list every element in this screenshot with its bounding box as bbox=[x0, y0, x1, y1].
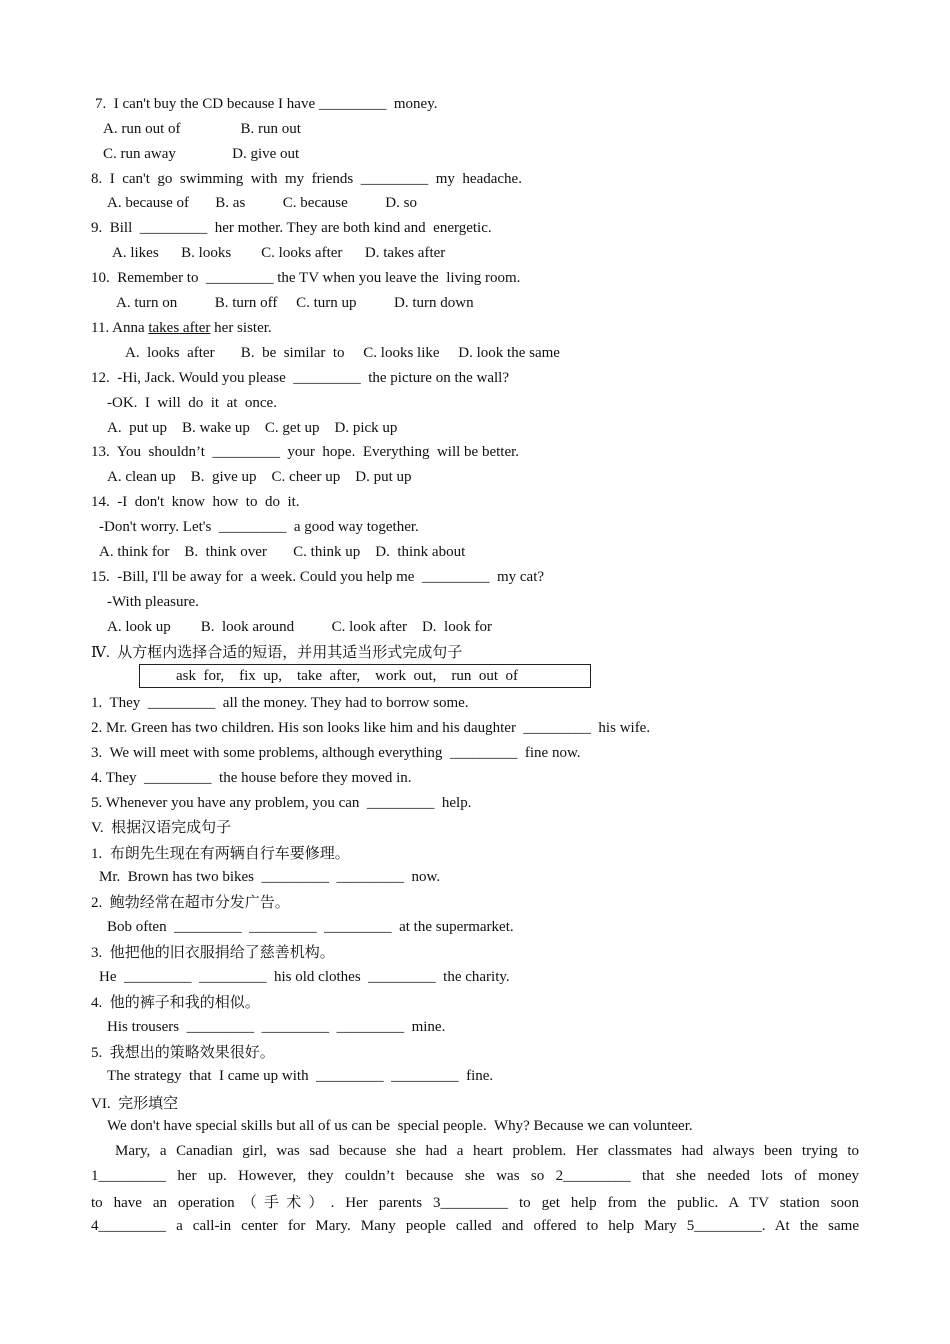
question-7-options-cd: C. run away D. give out bbox=[103, 146, 300, 162]
cloze-line-3: 1_________ her up. However, they couldn’t because she was so 2_________ that she needed lots of money bbox=[91, 1168, 859, 1184]
cloze-line-2: Mary, a Canadian girl, was sad because she had a heart problem. Her classmates had always been trying to bbox=[115, 1143, 859, 1159]
section-4-sentence-4: 4. They _________ the house before they moved in. bbox=[91, 770, 412, 786]
section-5-chinese-5: 5. 我想出的策略效果很好。 bbox=[91, 1045, 275, 1061]
section-5-chinese-1: 1. 布朗先生现在有两辆自行车要修理。 bbox=[91, 846, 350, 862]
question-8-options: A. because of B. as C. because D. so bbox=[107, 195, 417, 211]
phrase-box-text: ask for, fix up, take after, work out, run out of bbox=[176, 668, 519, 684]
question-12: 12. -Hi, Jack. Would you please _________ the picture on the wall? bbox=[91, 370, 510, 386]
question-7: 7. I can't buy the CD because I have _________ money. bbox=[95, 96, 438, 112]
question-8: 8. I can't go swimming with my friends _________ my headache. bbox=[91, 171, 522, 187]
question-7-options-ab: A. run out of B. run out bbox=[103, 121, 301, 137]
question-9: 9. Bill _________ her mother. They are both kind and energetic. bbox=[91, 220, 492, 236]
question-13: 13. You shouldn’t _________ your hope. Everything will be better. bbox=[91, 444, 520, 460]
question-11 bbox=[91, 319, 272, 337]
question-9-options: A. likes B. looks C. looks after D. takes after bbox=[112, 245, 446, 261]
section-5-english-2: Bob often _________ _________ _________ at the supermarket. bbox=[107, 919, 514, 935]
section-5-english-1: Mr. Brown has two bikes _________ _________ now. bbox=[99, 869, 441, 885]
question-10: 10. Remember to _________ the TV when you leave the living room. bbox=[91, 270, 521, 286]
section-4-sentence-3: 3. We will meet with some problems, although everything _________ fine now. bbox=[91, 745, 581, 761]
question-14: 14. -I don't know how to do it. bbox=[91, 494, 300, 510]
question-15: 15. -Bill, I'll be away for a week. Could you help me _________ my cat? bbox=[91, 569, 545, 585]
question-10-options: A. turn on B. turn off C. turn up D. turn down bbox=[116, 295, 474, 311]
section-5-english-5: The strategy that I came up with _________ _________ fine. bbox=[107, 1068, 494, 1084]
cloze-line-4: to have an operation（手术）. Her parents 3_________ to get help from the public. A TV station soon bbox=[91, 1195, 859, 1211]
question-11-suffix: her sister. bbox=[210, 320, 272, 336]
section-5-english-3: He _________ _________ his old clothes _________ the charity. bbox=[99, 969, 510, 985]
section-5-chinese-3: 3. 他把他的旧衣服捐给了慈善机构。 bbox=[91, 945, 335, 961]
section-4-sentence-2: 2. Mr. Green has two children. His son looks like him and his daughter _________ his wife. bbox=[91, 720, 651, 736]
phrase-box bbox=[139, 664, 591, 688]
question-11-underlined-phrase: takes after bbox=[148, 320, 211, 336]
question-13-options: A. clean up B. give up C. cheer up D. put up bbox=[107, 469, 412, 485]
question-12-options: A. put up B. wake up C. get up D. pick up bbox=[107, 420, 398, 436]
section-5-chinese-4: 4. 他的裤子和我的相似。 bbox=[91, 995, 260, 1011]
question-14-options: A. think for B. think over C. think up D. think about bbox=[99, 544, 466, 560]
question-11-options: A. looks after B. be similar to C. looks like D. look the same bbox=[125, 345, 560, 361]
cloze-line-5: 4_________ a call-in center for Mary. Many people called and offered to help Mary 5_________. At the same bbox=[91, 1218, 859, 1234]
section-4-sentence-5: 5. Whenever you have any problem, you can _________ help. bbox=[91, 795, 472, 811]
section-5-chinese-2: 2. 鲍勃经常在超市分发广告。 bbox=[91, 895, 290, 911]
section-4-sentence-1: 1. They _________ all the money. They had to borrow some. bbox=[91, 695, 469, 711]
section-5-english-4: His trousers _________ _________ _________ mine. bbox=[107, 1019, 446, 1035]
section-4-heading: Ⅳ. 从方框内选择合适的短语，并用其适当形式完成句子 bbox=[91, 645, 463, 661]
question-15-options: A. look up B. look around C. look after D. look for bbox=[107, 619, 492, 635]
question-15-reply: -With pleasure. bbox=[107, 594, 199, 610]
question-14-reply: -Don't worry. Let's _________ a good way together. bbox=[99, 519, 419, 535]
question-11-prefix: 11. Anna bbox=[91, 320, 149, 336]
section-6-heading: VI. 完形填空 bbox=[91, 1096, 179, 1112]
cloze-line-1: We don't have special skills but all of us can be special people. Why? Because we can volunteer. bbox=[107, 1118, 693, 1134]
question-12-reply: -OK. I will do it at once. bbox=[107, 395, 277, 411]
section-5-heading: V. 根据汉语完成句子 bbox=[91, 820, 232, 836]
